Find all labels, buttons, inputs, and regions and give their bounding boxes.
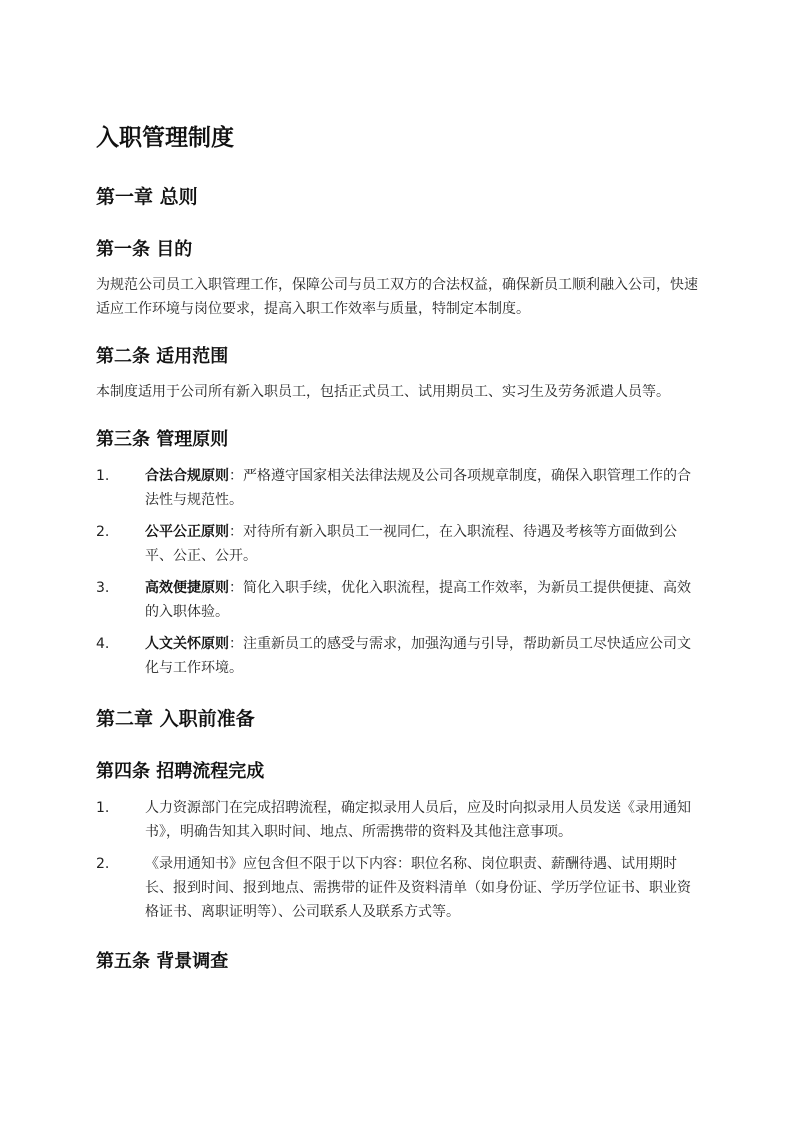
list-item-term: 公平公正原则 <box>145 524 229 540</box>
list-item-number: 3. <box>96 580 110 596</box>
list-item <box>96 520 698 568</box>
chapter-2-heading: 第二章 入职前准备 <box>96 708 255 730</box>
list-item-number: 1. <box>96 800 110 816</box>
article-2-text: 本制度适用于公司所有新入职员工，包括正式员工、试用期员工、实习生及劳务派遣人员等。 <box>96 384 670 400</box>
list-item <box>96 632 698 680</box>
list-item-term: 人文关怀原则 <box>145 636 229 652</box>
chapter-1-heading: 第一章 总则 <box>96 186 198 208</box>
list-item <box>96 576 698 624</box>
list-item-number: 2. <box>96 524 110 540</box>
list-item-text: ：严格遵守国家相关法律法规及公司各项规章制度，确保入职管理工作的合法性与规范性。 <box>145 468 691 508</box>
list-item-term: 高效便捷原则 <box>145 580 229 596</box>
document-title: 入职管理制度 <box>96 125 234 151</box>
article-3-list <box>96 464 698 680</box>
article-4-heading: 第四条 招聘流程完成 <box>96 761 265 782</box>
list-item <box>96 852 698 924</box>
list-item-text: ：注重新员工的感受与需求，加强沟通与引导，帮助新员工尽快适应公司文化与工作环境。 <box>145 636 691 676</box>
list-item-text: ：对待所有新入职员工一视同仁，在入职流程、待遇及考核等方面做到公平、公正、公开。 <box>145 524 677 564</box>
article-1-text: 为规范公司员工入职管理工作，保障公司与员工双方的合法权益，确保新员工顺利融入公司，快速适应工作环境与岗位要求，提高入职工作效率与质量，特制定本制度。 <box>96 277 698 317</box>
article-4-list <box>96 796 698 924</box>
list-item-text: 人力资源部门在完成招聘流程，确定拟录用人员后，应及时向拟录用人员发送《录用通知书》，明确告知其入职时间、地点、所需携带的资料及其他注意事项。 <box>145 800 691 840</box>
list-item-term: 合法合规原则 <box>145 468 229 484</box>
article-2-heading: 第二条 适用范围 <box>96 346 229 367</box>
list-item-number: 2. <box>96 856 110 872</box>
list-item-text: ：简化入职手续，优化入职流程，提高工作效率，为新员工提供便捷、高效的入职体验。 <box>145 580 691 620</box>
list-item <box>96 464 698 512</box>
article-3-heading: 第三条 管理原则 <box>96 429 229 450</box>
list-item-number: 4. <box>96 636 110 652</box>
list-item-number: 1. <box>96 468 110 484</box>
list-item <box>96 796 698 844</box>
article-1-heading: 第一条 目的 <box>96 239 193 260</box>
list-item-text: 《录用通知书》应包含但不限于以下内容：职位名称、岗位职责、薪酬待遇、试用期时长、报到时间、报到地点、需携带的证件及资料清单（如身份证、学历学位证书、职业资格证书、离职证明等）、公司联系人及联系方式等。 <box>145 856 691 920</box>
article-5-heading: 第五条 背景调查 <box>96 951 229 972</box>
